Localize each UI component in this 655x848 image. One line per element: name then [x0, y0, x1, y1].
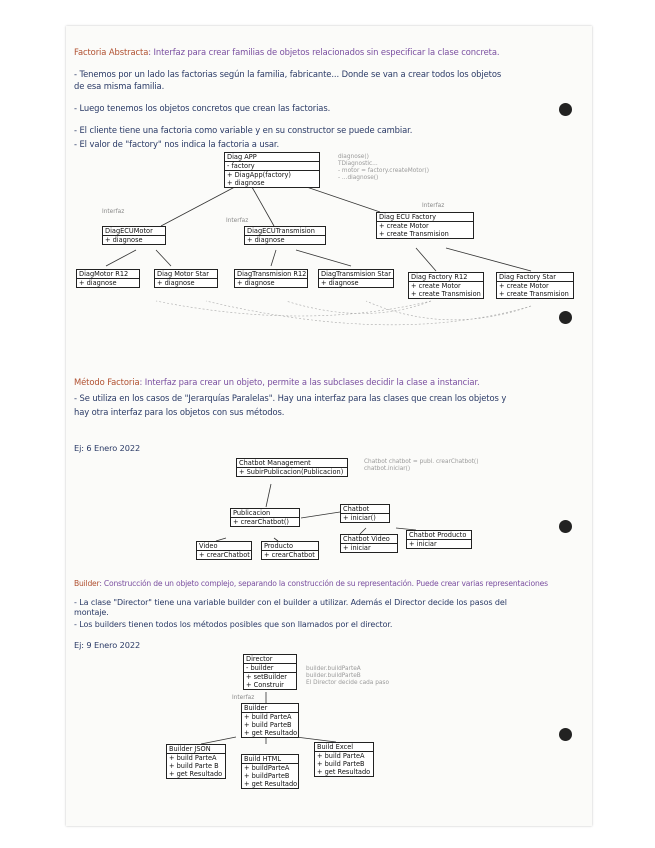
diag-ecu-motor-method: + diagnose — [105, 236, 143, 244]
chatbot-producto-method: + iniciar — [409, 540, 437, 548]
diag-trans-star-title: DiagTransmision Star — [319, 270, 393, 279]
builder-json-class — [166, 744, 226, 779]
diag-factory-r12-method-2: + create Transmision — [411, 290, 481, 298]
producto-title: Producto — [262, 542, 318, 551]
video-method: + crearChatbot — [199, 551, 250, 559]
factory-method-label: Método Factoria — [74, 377, 140, 387]
builder-interface-title: Builder — [242, 704, 298, 713]
af-note-line-1: diagnose() — [338, 154, 369, 160]
diag-trans-star-method: + diagnose — [321, 279, 359, 287]
af-note-line-3: - motor = factory.createMotor() — [338, 168, 429, 174]
b-example-date: Ej: 9 Enero 2022 — [74, 640, 141, 650]
chatbot-producto-title: Chatbot Producto — [407, 531, 471, 540]
diag-factory-r12-title: Diag Factory R12 — [409, 273, 483, 282]
builder-json-title: Builder JSON — [167, 745, 225, 754]
builder-interface-class — [241, 703, 299, 738]
publicacion-title: Publicacion — [231, 509, 299, 518]
diag-ecu-transmision-method: + diagnose — [247, 236, 285, 244]
builder-note-line-3: El Director decide cada paso — [306, 680, 389, 686]
builder-note-line-2: builder.buildParteB — [306, 673, 361, 679]
diag-motor-r12-title: DiagMotor R12 — [77, 270, 139, 279]
director-method-1: + setBuilder — [246, 673, 288, 681]
diag-app-method-1: + DiagApp(factory) — [227, 171, 292, 179]
af-note-line-2: TDiagnostic... — [338, 161, 378, 167]
diag-factory-r12-method-1: + create Motor — [411, 282, 461, 290]
fm-note-line-2: chatbot.iniciar() — [364, 466, 411, 472]
diag-app-method-2: + diagnose — [227, 179, 265, 187]
builder-excel-title: Build Excel — [315, 743, 373, 752]
builder-label: Builder — [74, 579, 100, 588]
diag-ecu-factory-method-1: + create Motor — [379, 222, 429, 230]
fm-example-date: Ej: 6 Enero 2022 — [74, 443, 141, 453]
builder-excel-class — [314, 742, 374, 777]
diag-ecu-factory-method-2: + create Transmision — [379, 230, 449, 238]
diag-factory-star-method-1: + create Motor — [499, 282, 549, 290]
builder-excel-method-1: + build ParteA — [317, 752, 365, 760]
chatbot-management-method: + SubirPublicacion(Publicacion) — [239, 468, 344, 476]
builder-note-line-1: builder.buildParteA — [306, 666, 361, 672]
af-interface-label-1: Interfaz — [102, 209, 125, 215]
diag-motor-star-title: Diag Motor Star — [155, 270, 217, 279]
fm-note-line-1: Chatbot chatbot = publ. crearChatbot() — [364, 459, 479, 465]
diag-trans-r12-method: + diagnose — [237, 279, 275, 287]
abstract-factory-definition: : Interfaz para crear familias de objetos relacionados sin especificar la clase concreta. — [148, 47, 500, 57]
b-line-1: - La clase "Director" tiene una variable builder con el builder a utilizar. Además el Director decide los pasos del — [74, 598, 507, 607]
builder-html-title: Build HTML — [242, 755, 298, 764]
diag-motor-r12-method: + diagnose — [79, 279, 117, 287]
builder-html-method-3: + get Resultado — [244, 780, 298, 788]
abstract-factory-label: Factoria Abstracta — [74, 47, 149, 57]
chatbot-title: Chatbot — [341, 505, 389, 514]
director-title: Director — [244, 655, 296, 664]
builder-html-class — [241, 754, 299, 789]
publicacion-method: + crearChatbot() — [233, 518, 289, 526]
chatbot-video-title: Chatbot Video — [341, 535, 397, 544]
builder-json-method-3: + get Resultado — [169, 770, 223, 778]
diag-factory-star-method-2: + create Transmision — [499, 290, 569, 298]
fm-line-2: hay otra interfaz para los objetos con sus métodos. — [74, 407, 285, 417]
af-note-line-4: - ...diagnose() — [338, 175, 379, 181]
builder-interface-label: Interfaz — [232, 695, 255, 701]
diag-app-field: - factory — [225, 162, 319, 171]
b-line-3: - Los builders tienen todos los métodos posibles que son llamados por el director. — [74, 620, 393, 629]
builder-interface-method-2: + build ParteB — [244, 721, 292, 729]
af-line-1: - Tenemos por un lado las factorias según la familia, fabricante... Donde se van a crear todos los objetos — [74, 69, 502, 79]
af-line-4: - El cliente tiene una factoria como variable y en su constructor se puede cambiar. — [74, 125, 413, 135]
builder-note — [306, 666, 389, 687]
builder-excel-method-3: + get Resultado — [317, 768, 371, 776]
diag-factory-star-title: Diag Factory Star — [497, 273, 573, 282]
builder-interface-method-3: + get Resultado — [244, 729, 298, 737]
builder-connectors — [66, 26, 592, 826]
builder-html-method-2: + buildParteB — [244, 772, 290, 780]
diag-ecu-transmision-title: DiagECUTransmision — [245, 227, 325, 236]
diag-ecu-motor-title: DiagECUMotor — [103, 227, 165, 236]
producto-method: + crearChatbot — [264, 551, 315, 559]
chatbot-management-title: Chatbot Management — [237, 459, 347, 468]
fm-line-1: - Se utiliza en los casos de "Jerarquías Paralelas". Hay una interfaz para las clases que crean los objetos y — [74, 393, 507, 403]
af-line-5: - El valor de "factory" nos indica la factoria a usar. — [74, 139, 280, 149]
builder-json-method-2: + build Parte B — [169, 762, 219, 770]
director-class — [243, 654, 297, 690]
builder-html-method-1: + buildParteA — [244, 764, 290, 772]
diag-ecu-factory-title: Diag ECU Factory — [377, 213, 473, 222]
builder-definition: : Construcción de un objeto complejo, separando la construcción de su representación. Puede crear varias representaciones — [99, 579, 548, 588]
builder-interface-method-1: + build ParteA — [244, 713, 292, 721]
af-line-2: de esa misma familia. — [74, 81, 165, 91]
af-interface-label-3: Interfaz — [422, 203, 445, 209]
diag-app-title: Diag APP — [225, 153, 319, 162]
chatbot-video-method: + iniciar — [343, 544, 371, 552]
director-method-2: + Construir — [246, 681, 284, 689]
builder-excel-method-2: + build ParteB — [317, 760, 365, 768]
diag-motor-star-method: + diagnose — [157, 279, 195, 287]
video-title: Video — [197, 542, 251, 551]
b-line-2: montaje. — [74, 608, 109, 617]
af-line-3: - Luego tenemos los objetos concretos que crean las factorias. — [74, 103, 331, 113]
diag-trans-r12-title: DiagTransmision R12 — [237, 270, 307, 278]
af-interface-label-2: Interfaz — [226, 218, 249, 224]
builder-json-method-1: + build ParteA — [169, 754, 217, 762]
factory-method-definition: : Interfaz para crear un objeto, permite a las subclases decidir la clase a instanciar. — [139, 377, 480, 387]
director-field: - builder — [244, 664, 296, 673]
chatbot-method: + iniciar() — [343, 514, 376, 522]
notebook-page — [66, 26, 592, 826]
